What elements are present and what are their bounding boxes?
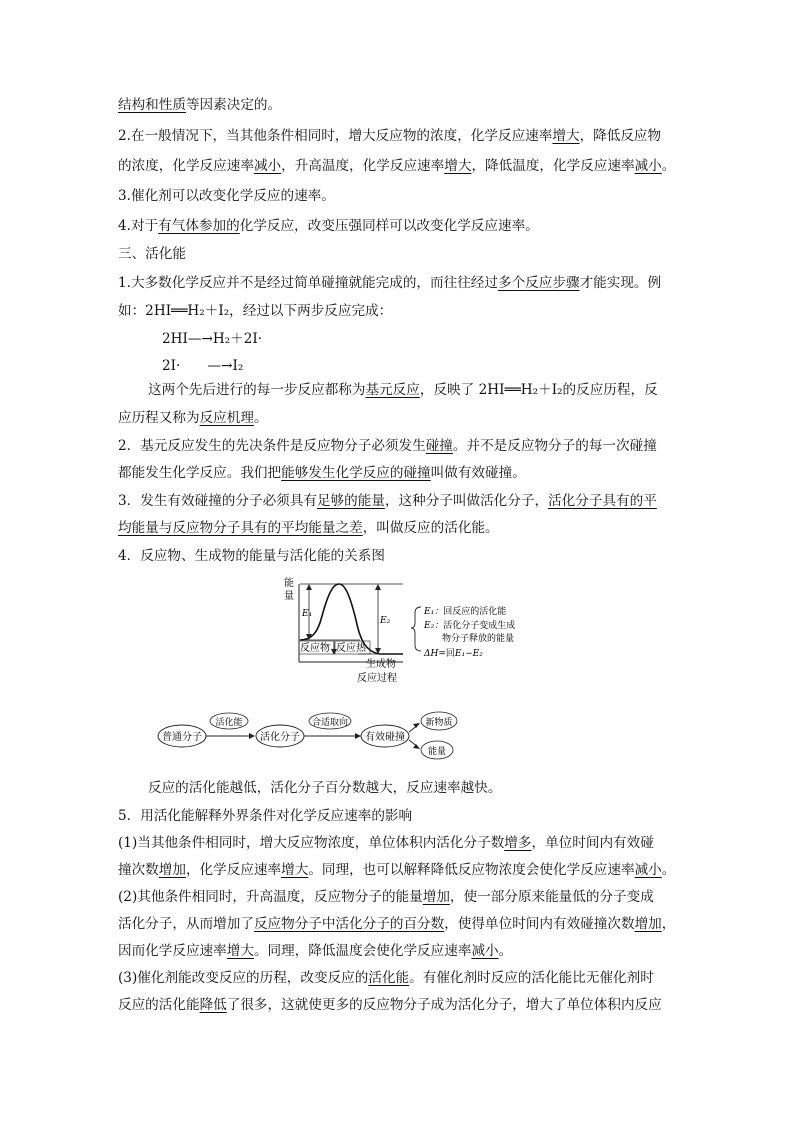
node-effective-collision-label: 有效碰撞 [365, 732, 405, 743]
underlined-answer: 减小 [634, 158, 662, 174]
text-segment: 。 [498, 943, 513, 959]
underlined-answer: 增大 [552, 128, 580, 144]
underlined-answer: 增加 [634, 916, 662, 932]
legend-dh-text: E₁−E₂ [454, 649, 483, 659]
text-segment: 活化分子，从而增加了 [118, 916, 254, 932]
underlined-answer: 结构和性质 [118, 97, 186, 113]
underlined-answer: 减小 [253, 158, 282, 174]
legend-dh [423, 648, 483, 659]
arrow-1-head [249, 733, 255, 739]
x-axis-label: 反应过程 [357, 673, 397, 684]
text-segment: ， [661, 916, 676, 932]
text-segment: 3.催化剂可以改变化学反应的速率。 [118, 188, 335, 204]
text-segment: 反应的活化能越低，活化分子百分数越大，反应速率越快。 [148, 780, 502, 796]
node-activated-molecule-label: 活化分子 [260, 732, 300, 743]
text-segment: 。 [661, 158, 676, 174]
text-segment: 。同理，降低温度会使化学反应速率 [253, 943, 472, 959]
underlined-answer: 活化能 [368, 970, 410, 986]
text-segment: 5．用活化能解释外界条件对化学反应速率的影响 [118, 808, 413, 824]
legend-e2-prefix: E₂： [424, 621, 444, 631]
text-segment: (3)催化剂能改变反应的历程，改变反应的 [118, 970, 369, 986]
energy-profile-diagram [284, 576, 515, 684]
underlined-answer: 基元反应 [365, 382, 420, 398]
text-segment: ，化学反应速率 [185, 862, 282, 878]
e2-arrowhead [375, 584, 381, 590]
activation-flow-diagram [158, 712, 457, 759]
legend-dh-box: 回 [445, 649, 455, 659]
text-segment: 了很多，这就使更多的反应物分子成为活化分子，增大了单位体积内反应 [226, 997, 662, 1013]
text-segment: 。 [661, 862, 676, 878]
label-orientation: 合适取向 [311, 718, 349, 728]
text-segment: ，升高温度，化学反应速率 [281, 158, 445, 174]
legend-e2 [423, 619, 515, 631]
underlined-answer: 活化分子具有的平 [548, 493, 657, 509]
arrow-3-head [413, 723, 420, 728]
legend-e1-box: 回 [443, 607, 453, 617]
text-segment: 撞次数 [118, 862, 159, 878]
text-segment: ，使一部分原来能量低的分子变成 [449, 889, 654, 905]
e2-label: E₂ [380, 616, 391, 626]
underlined-answer: 减小 [471, 943, 499, 959]
legend-e1-text: 反应的活化能 [452, 607, 507, 617]
underlined-answer: 增大 [444, 158, 472, 174]
underlined-answer: 增大 [281, 862, 309, 878]
text-segment: 反应的活化能 [118, 997, 200, 1013]
reactant-label: 反应物 [300, 643, 330, 654]
text-segment: (1)当其他条件相同时，增大反应物浓度，单位体积内活化分子数 [118, 835, 505, 851]
underlined-answer: 能够发生化学反应的碰撞 [281, 465, 431, 481]
underlined-answer: 多个反应步骤 [498, 275, 580, 291]
text-segment: 1.大多数化学反应并不是经过简单碰撞就能完成的，而往往经过 [118, 275, 498, 291]
text-segment: 4.对于 [118, 218, 159, 234]
text-segment: ，这种分子叫做活化分子， [384, 493, 549, 509]
heat-label: 反应热 [336, 643, 366, 654]
legend-e1 [423, 605, 506, 617]
legend-brace [411, 607, 421, 651]
underlined-answer: 减小 [634, 862, 662, 878]
underlined-answer: 增加 [158, 862, 186, 878]
underlined-answer: 增大 [226, 943, 254, 959]
text-segment: 叫做有效碰撞。 [430, 465, 526, 481]
text-segment: 3．发生有效碰撞的分子必须具有 [118, 493, 317, 509]
text-segment: 都能发生化学反应。我们把 [118, 465, 282, 481]
underlined-answer: 有气体参加的 [158, 218, 240, 234]
underlined-answer: 降低 [199, 997, 227, 1013]
y-axis-label-1: 能 [284, 578, 294, 589]
text-segment: 这两个先后进行的每一步反应都称为 [148, 382, 366, 398]
arrow-2-head [355, 733, 361, 739]
legend-e2-text-2: 物分子释放的能量 [442, 634, 515, 644]
text-segment: 4．反应物、生成物的能量与活化能的关系图 [118, 548, 385, 564]
e1-arrowhead [306, 584, 312, 590]
text-segment: 应历程又称为 [118, 410, 200, 426]
underlined-answer: 足够的能量 [316, 493, 385, 509]
text-segment: 化学反应，改变压强同样可以改变化学反应速率。 [239, 218, 539, 234]
arrow-4-head [413, 744, 420, 749]
underlined-answer: 反应物分子中活化分子的百分数 [253, 916, 445, 932]
text-segment: 。同理，也可以解释降低反应物浓度会使化学反应速率 [308, 862, 635, 878]
underlined-answer: 碰撞 [425, 438, 453, 454]
text-segment: ，使得单位时间内有效碰撞次数 [444, 916, 635, 932]
text-segment: ，降低温度，化学反应速率 [471, 158, 635, 174]
underlined-answer: 均能量与反应物分子具有的平均能量之差 [118, 520, 363, 536]
legend-e2-text-1: 活化分子变成生成 [443, 621, 516, 631]
node-ordinary-molecule-label: 普通分子 [162, 732, 202, 743]
e1-label: E₁ [302, 609, 313, 619]
legend-e1-prefix: E₁： [424, 607, 444, 617]
product-label: 生成物 [366, 659, 396, 670]
text-segment: 。并不是反应物分子的每一次碰撞 [452, 438, 657, 454]
text-segment: 2．基元反应发生的先决条件是反应物分子必须发生 [118, 438, 426, 454]
text-segment: ，反映了 2HI══H₂＋I₂的反应历程，反 [419, 382, 658, 398]
text-segment: 才能实现。例 [579, 275, 662, 291]
text-segment: 如：2HI══H₂＋I₂，经过以下两步反应完成： [118, 303, 393, 319]
text-segment: 。有催化剂时反应的活化能比无催化剂时 [409, 970, 654, 986]
text-segment: 三、活化能 [118, 246, 186, 262]
text-segment: ，降低反应物 [579, 128, 662, 144]
underlined-answer: 反应机理 [199, 410, 254, 426]
legend-dh-prefix: ΔH= [424, 649, 446, 659]
text-segment: ，单位时间内有效碰 [531, 835, 654, 851]
text-segment: (2)其他条件相同时，升高温度，反应物分子的能量 [118, 889, 423, 905]
text-segment: 2HI—→H₂＋2I· [162, 331, 263, 347]
label-activation-energy: 活化能 [215, 718, 243, 728]
underlined-answer: 增加 [422, 889, 450, 905]
text-segment: 。 [253, 410, 268, 426]
y-axis-label-2: 量 [284, 591, 294, 602]
text-segment: 因而化学反应速率 [118, 943, 227, 959]
text-segment: 的浓度，化学反应速率 [118, 158, 254, 174]
node-energy-label: 能量 [427, 747, 447, 757]
text-segment: 等因素决定的。 [185, 97, 282, 113]
text-segment: ，叫做反应的活化能。 [362, 520, 499, 536]
underlined-answer: 增多 [504, 835, 532, 851]
text-segment: 2I· —→I₂ [162, 358, 244, 374]
node-new-substance-label: 新物质 [425, 718, 453, 728]
text-segment: 2.在一般情况下，当其他条件相同时，增大反应物的浓度，化学反应速率 [118, 128, 553, 144]
